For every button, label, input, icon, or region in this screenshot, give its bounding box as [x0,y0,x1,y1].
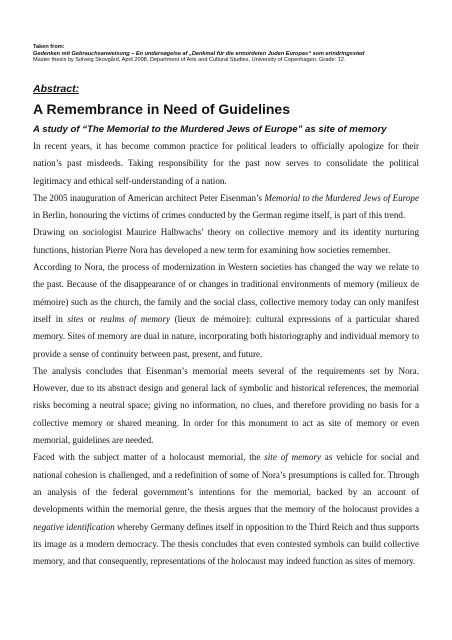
paragraph-4-or: or [83,313,101,324]
abstract-body [33,138,419,570]
paragraph-4-text-end: (lieux de mémoire): cultural expressions of a particular shared memory. Sites of memory are dual in nature, incorporating both historiography and individual memory to provide a sense of continuity between past, present, and future. [33,313,419,359]
site-of-memory-italic: site of memory [264,452,321,463]
taken-from-label: Taken from: [33,44,65,50]
paragraph-2-text: The 2005 inauguration of American architect Peter Eisenman’s [33,192,265,203]
paragraph-6-text-end: whereby Germany defines itself in opposition to the Third Reich and thus supports its image as a modern democracy. The thesis concludes that even contested symbols can build collective memory, and that consequently, representations of the holocaust may indeed function as sites of memory. [33,521,419,567]
document-title: A Remembrance in Need of Guidelines [33,101,290,117]
paragraph-4 [33,259,419,363]
sites-italic: sites [67,313,84,324]
paragraph-4-text: According to Nora, the process of modernization in Western societies has changed the way we relate to the past. Because of the disappearance of or changes in traditional environments of memory (milieux de mémoire) such as the church, the family and the social class, collective memory today can only manifest itself in [33,262,419,324]
paragraph-1: In recent years, it has become common practice for political leaders to officially apologize for their nation’s past misdeeds. Taking responsibility for the past now serves to consolidate the political legitimacy and ethical self-understanding of a nation. [33,141,419,186]
paragraph-6-text-mid: as vehicle for social and national cohesion is challenged, and a redefinition of some of Nora’s presumptions is called for. Through an analysis of the federal government’s intentions for the memorial, backed by an account of developments within the memorial genre, the thesis argues that the memory of the holocaust provides a [33,452,420,515]
paragraph-5: The analysis concludes that Eisenman’s memorial meets several of the requirements set by Nora. However, due to its abstract design and general lack of symbolic and historical references, the memorial risks becoming a neutral space; giving no information, no clues, and therefore providing no basis for a collective memory or shared meaning. In order for this monument to act as site of memory or even memorial, guidelines are needed. [33,365,419,446]
thesis-info: Master thesis by Solveig Skovgård, April 2008. Department of Arts and Cultural Studies, University of Copenhagen. Grade: 12. [33,57,346,64]
document-subtitle: A study of “The Memorial to the Murdered Jews of Europe” as site of memory [33,124,387,135]
source-title: Gedenken mit Gebrauchsanweisung – En undersøgelse af „Denkmal für die ermordeten Juden Europas“ som erindringssted [33,50,365,57]
paragraph-2 [33,190,419,225]
negative-identification-italic: negative identification [33,521,115,532]
paragraph-6-text: Faced with the subject matter of a holocaust memorial, the [33,452,265,463]
source-header [33,44,433,64]
paragraph-6 [33,449,419,570]
paragraph-2-text-end: in Berlin, honouring the victims of crimes conducted by the German regime itself, is part of this trend. [33,210,406,221]
abstract-label: Abstract: [33,83,80,95]
realms-of-memory-italic: realms of memory [100,313,171,324]
memorial-title-italic: Memorial to the Murdered Jews of Europe [264,192,420,203]
paragraph-3: Drawing on sociologist Maurice Halbwachs’ theory on collective memory and its identity nurturing functions, historian Pierre Nora has developed a new term for examining how societies remember. [33,227,419,255]
